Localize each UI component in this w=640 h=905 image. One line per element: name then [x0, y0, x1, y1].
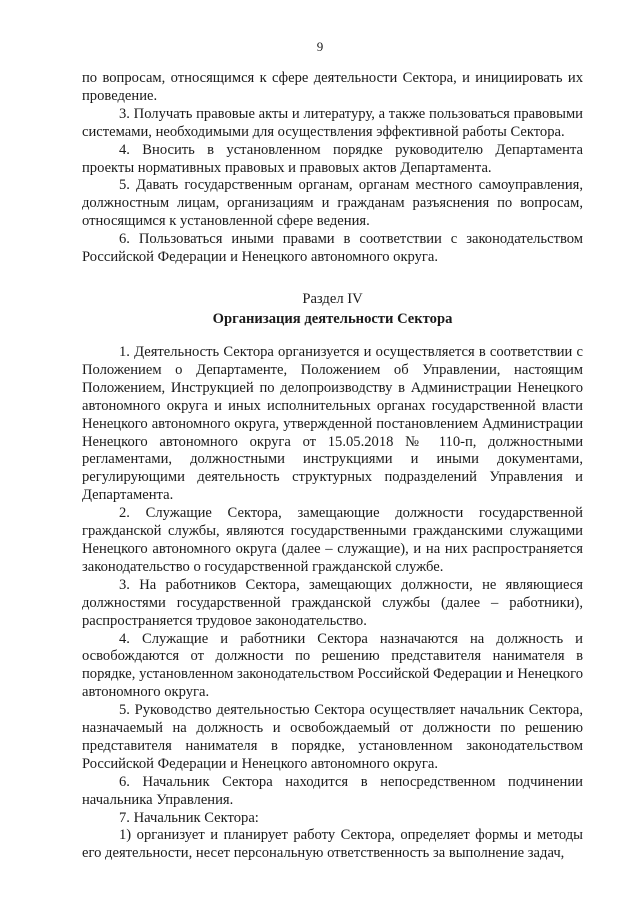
paragraph-item-4: 4. Служащие и работники Сектора назначаются на должность и освобождаются от должности по решению представителя нанимателя в порядке, установленном законодательством Российской Федерации и Ненецкого автономного округа. — [82, 630, 583, 701]
paragraph-item-2: 2. Служащие Сектора, замещающие должности государственной гражданской службы, являются государственными гражданскими служащими Ненецкого автономного округа (далее – служащие), и на них распространяется законодательство о государственной гражданской службе. — [82, 505, 583, 575]
rights-list-continuation — [82, 70, 583, 267]
section-title: Организация деятельности Сектора — [212, 311, 453, 327]
section-body — [82, 344, 583, 863]
paragraph-right-5: 5. Давать государственным органам, органам местного самоуправления, должностным лицам, организациям и гражданам разъяснения по вопросам, относящимся к установленной сфере ведения. — [82, 177, 583, 230]
paragraph-right-4: 4. Вносить в установленном порядке руководителю Департамента проекты нормативных правовых и правовых актов Департамента. — [82, 141, 583, 176]
paragraph-item-3: 3. На работников Сектора, замещающих должности, не являющиеся должностями государственной гражданской службы (далее – работники), распространяется трудовое законодательство. — [82, 576, 583, 629]
paragraph-item-5: 5. Руководство деятельностью Сектора осуществляет начальник Сектора, назначаемый на должность и освобождаемый от должности по решению представителя нанимателя в порядке, установленном законодательством Российской Федерации и Ненецкого автономного округа. — [82, 702, 583, 772]
paragraph-right-3: 3. Получать правовые акты и литературу, а также пользоваться правовыми системами, необходимыми для осуществления эффективной работы Сектора. — [82, 105, 583, 140]
section-heading — [82, 290, 583, 328]
page-number: 9 — [316, 39, 324, 54]
section-number: Раздел IV — [302, 291, 363, 307]
paragraph-item-6: 6. Начальник Сектора находится в непосредственном подчинении начальника Управления. — [82, 773, 583, 808]
paragraph-subitem-1: 1) организует и планирует работу Сектора, определяет формы и методы его деятельности, несет персональную ответственность за выполнение задач, — [82, 827, 583, 862]
paragraph-continuation: по вопросам, относящимся к сфере деятельности Сектора, и инициировать их проведение. — [82, 70, 583, 104]
paragraph-item-1: 1. Деятельность Сектора организуется и осуществляется в соответствии с Положением о Департаменте, Положением об Управлении, настоящим Положением, Инструкцией по делопроизводству в Администрации Ненецкого автономного округа и иных исполнительных органах государственной власти Ненецкого автономного округа, утвержденной постановлением Администрации Ненецкого автономного округа от 15.05.2018 № 110-п, должностными регламентами, должностными инструкциями и иными документами, регулирующими деятельность структурных подразделений Управления и Департамента. — [82, 344, 583, 504]
paragraph-right-6: 6. Пользоваться иными правами в соответствии с законодательством Российской Федерации и Ненецкого автономного округа. — [82, 231, 583, 266]
paragraph-item-7: 7. Начальник Сектора: — [119, 809, 259, 826]
